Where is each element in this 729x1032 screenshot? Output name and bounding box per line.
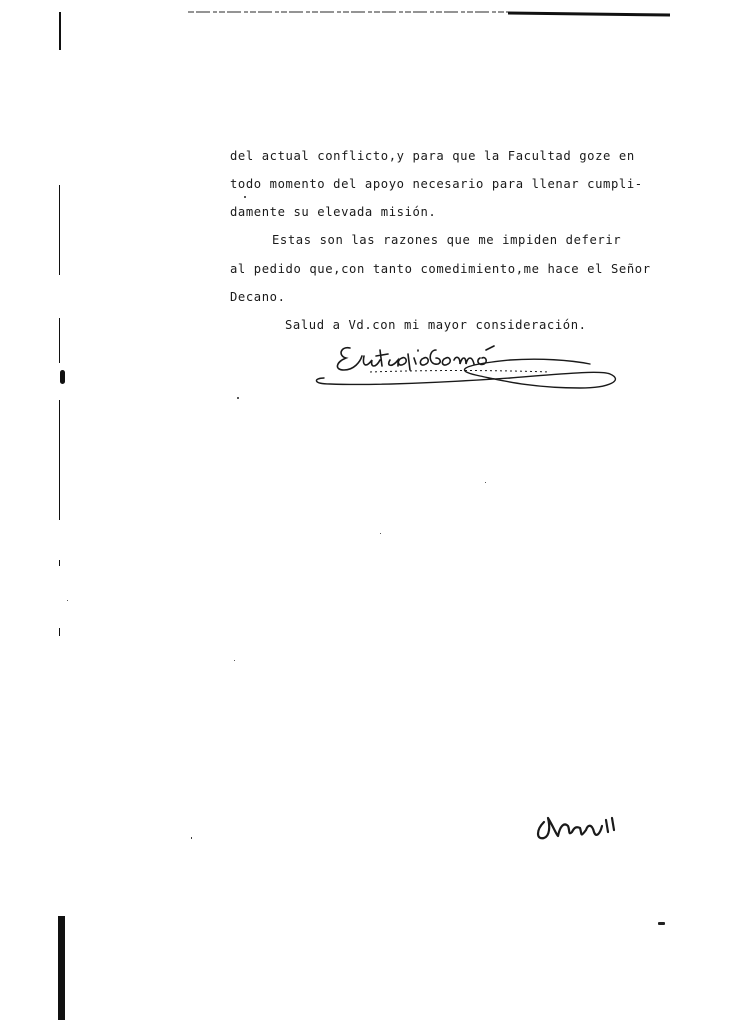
left-margin-mark xyxy=(59,318,60,363)
letter-line-2: todo momento del apoyo necesario para llenar cumpli- xyxy=(230,177,643,191)
closing-line: Salud a Vd.con mi mayor consideración. xyxy=(285,318,587,332)
left-margin-mark xyxy=(59,185,60,275)
left-margin-mark xyxy=(60,370,65,384)
margin-initials xyxy=(534,812,626,846)
scan-speck xyxy=(485,482,486,483)
scan-speck xyxy=(658,922,665,925)
scan-speck xyxy=(237,397,239,399)
handwritten-signature xyxy=(310,336,630,396)
letter-line-1: del actual conflicto,y para que la Facultad goze en xyxy=(230,149,635,163)
letter-line-4: Estas son las razones que me impiden deferir xyxy=(272,233,622,247)
left-margin-mark xyxy=(58,916,65,1020)
left-margin-mark xyxy=(59,628,60,636)
letter-line-5: al pedido que,con tanto comedimiento,me hace el Señor xyxy=(230,262,651,276)
left-margin-mark xyxy=(59,560,60,566)
letter-line-3: damente su elevada misión. xyxy=(230,205,437,219)
left-margin-mark xyxy=(59,400,60,520)
letter-line-6: Decano. xyxy=(230,290,286,304)
top-scan-edge xyxy=(188,10,670,18)
scan-speck xyxy=(380,533,381,534)
scan-speck xyxy=(234,660,235,661)
scan-speck xyxy=(67,600,68,601)
scan-speck xyxy=(191,837,192,839)
left-margin-mark xyxy=(59,12,61,50)
scan-speck xyxy=(244,196,246,198)
